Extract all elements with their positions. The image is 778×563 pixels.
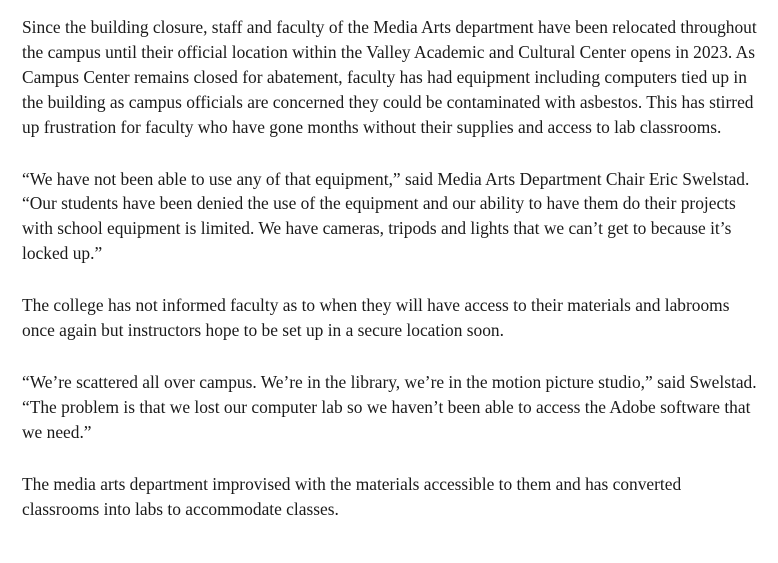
paragraph-swelstad-quote-campus: “We’re scattered all over campus. We’re in the library, we’re in the motion picture studio,” said Swelstad. “The problem is that we lost our computer lab so we haven’t been able to access the Adobe software that we need.” (22, 371, 757, 442)
paragraph-college-access: The college has not informed faculty as to when they will have access to their materials and labrooms once again but instructors hope to be set up in a secure location soon. (22, 295, 730, 341)
paragraph-improvised-labs: The media arts department improvised with the materials accessible to them and has converted classrooms into labs to accommodate classes. (22, 473, 682, 519)
paragraph-building-closure: Since the building closure, staff and faculty of the Media Arts department have been relocated throughout the campus until their official location within the Valley Academic and Cultural Center opens in 2023. As Campus Center remains closed for abatement, faculty has had equipment including computers tied up in the building as campus officials are concerned they could be contaminated with asbestos. This has stirred up frustration for faculty who have gone months without their supplies and access to lab classrooms. (22, 17, 757, 137)
paragraph-chair-quote-equipment: “We have not been able to use any of that equipment,” said Media Arts Department Chair Eric Swelstad. “Our students have been denied the use of the equipment and our ability to have them do their projects with school equipment is limited. We have cameras, tripods and lights that we can’t get to because it’s locked up.” (22, 168, 750, 264)
